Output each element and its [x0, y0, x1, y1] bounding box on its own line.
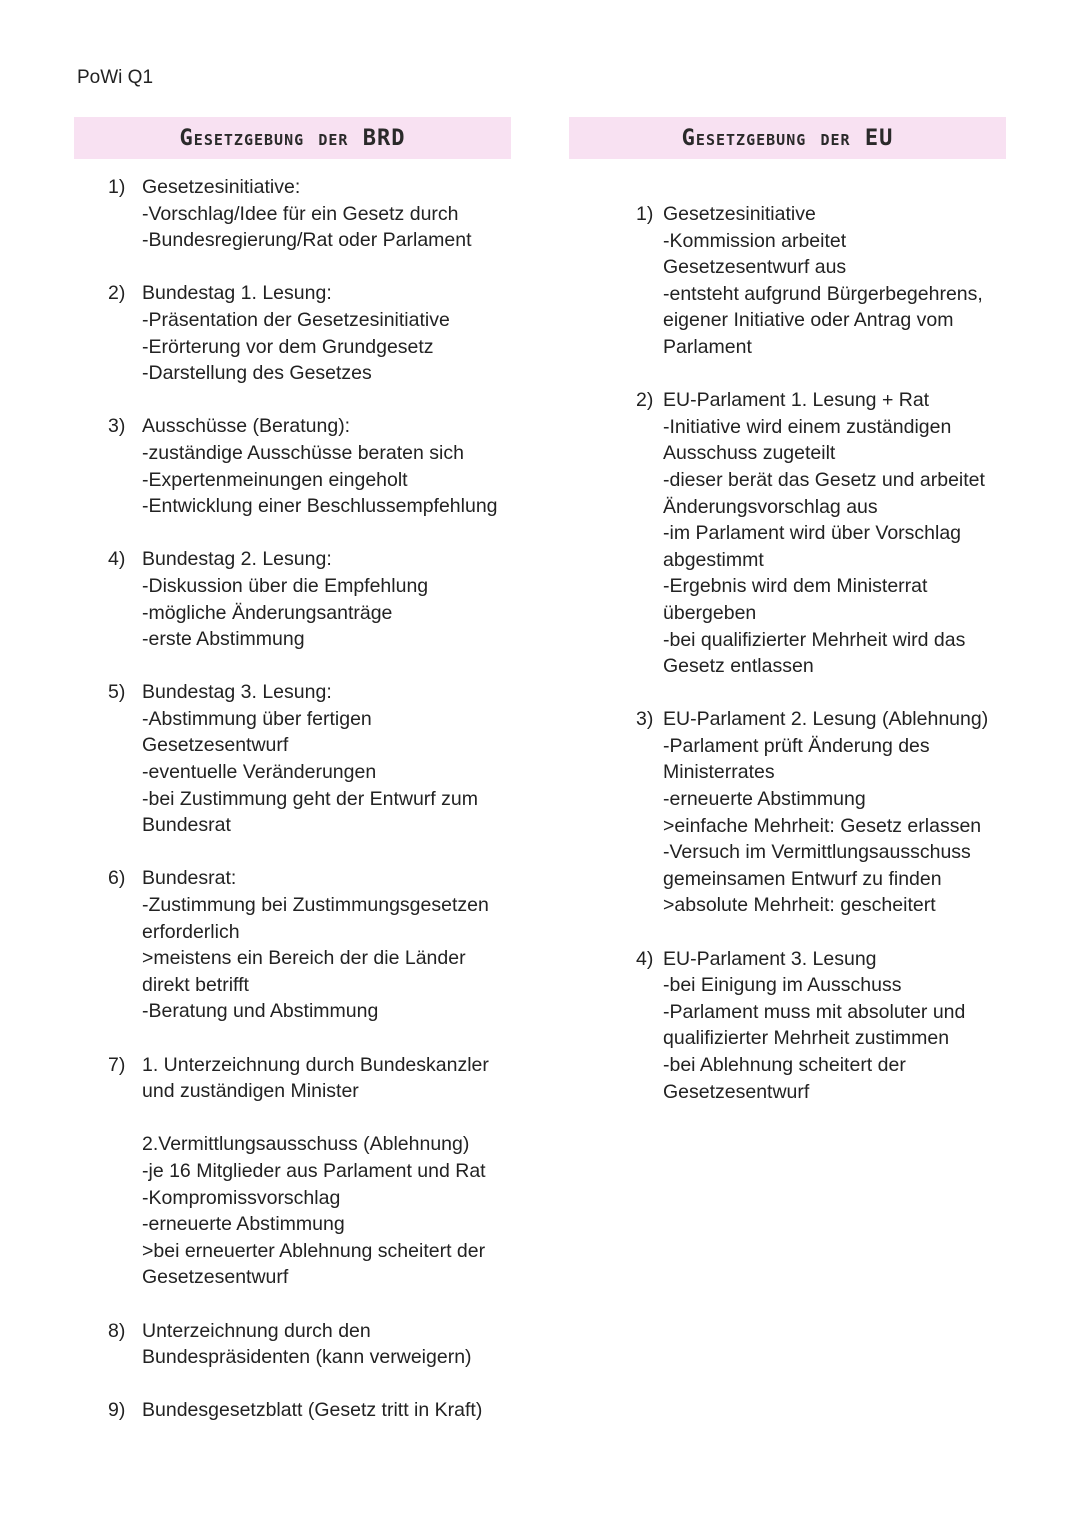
step-line: -zuständige Ausschüsse beraten sich	[142, 441, 464, 464]
step-line: Bundesrat	[142, 814, 231, 837]
brd-step	[108, 1052, 528, 1291]
eu-column-title: Gesetzgebung der EU	[569, 117, 1006, 159]
step-body	[142, 280, 528, 386]
brd-step	[108, 174, 528, 254]
step-body	[142, 174, 528, 254]
step-body	[663, 706, 1016, 919]
step-line: EU-Parlament 3. Lesung	[663, 947, 877, 970]
step-line: -dieser berät das Gesetz und arbeitet	[663, 468, 985, 491]
brd-steps-list	[108, 174, 528, 1451]
eu-step	[636, 387, 1016, 680]
step-line: -Parlament prüft Änderung des	[663, 734, 930, 757]
document-label: PoWi Q1	[77, 67, 154, 88]
eu-step	[636, 706, 1016, 919]
step-line: Unterzeichnung durch den	[142, 1319, 371, 1342]
step-line: -entsteht aufgrund Bürgerbegehrens,	[663, 282, 983, 305]
brd-step	[108, 679, 528, 839]
step-line: -Zustimmung bei Zustimmungsgesetzen	[142, 894, 489, 917]
eu-step	[636, 201, 1016, 361]
step-number: 4)	[108, 548, 126, 571]
step-line: -Ergebnis wird dem Ministerrat	[663, 575, 928, 598]
brd-step	[108, 546, 528, 652]
step-body	[142, 1052, 528, 1291]
step-line: -Bundesregierung/Rat oder Parlament	[142, 229, 472, 252]
step-line: direkt betrifft	[142, 973, 249, 996]
step-line: >bei erneuerter Ablehnung scheitert der	[142, 1239, 486, 1262]
step-line: -bei Einigung im Ausschuss	[663, 974, 902, 997]
step-line: Bundestag 2. Lesung:	[142, 548, 332, 571]
step-number: 6)	[108, 867, 126, 890]
step-number: 1)	[108, 176, 126, 198]
step-number: 2)	[108, 282, 126, 305]
step-body	[663, 946, 1016, 1106]
step-line: Ausschüsse (Beratung):	[142, 415, 351, 438]
step-line: -bei qualifizierter Mehrheit wird das	[663, 628, 966, 651]
brd-step	[108, 1318, 528, 1371]
step-line: -Parlament muss mit absoluter und	[663, 1000, 966, 1023]
step-line: Gesetzesinitiative	[663, 203, 816, 225]
step-line: 2.Vermittlungsausschuss (Ablehnung)	[142, 1133, 470, 1156]
step-line: Gesetzesentwurf	[663, 1080, 810, 1103]
step-body	[142, 679, 528, 839]
step-line: Gesetzesentwurf	[142, 1266, 289, 1289]
step-line: -Expertenmeinungen eingeholt	[142, 468, 408, 491]
step-line: -Erörterung vor dem Grundgesetz	[142, 335, 434, 358]
step-line: Gesetzesentwurf aus	[663, 256, 847, 279]
step-line: -mögliche Änderungsanträge	[142, 601, 393, 624]
step-body	[142, 546, 528, 652]
step-line: >einfache Mehrheit: Gesetz erlassen	[663, 814, 982, 837]
step-line: EU-Parlament 1. Lesung + Rat	[663, 389, 930, 412]
step-line: >meistens ein Bereich der die Länder	[142, 947, 466, 970]
step-number: 8)	[108, 1319, 126, 1342]
step-line: -im Parlament wird über Vorschlag	[663, 522, 962, 545]
step-line: Gesetzesinitiative:	[142, 176, 301, 198]
step-line: übergeben	[663, 601, 757, 624]
step-line: abgestimmt	[663, 548, 764, 571]
step-number: 7)	[108, 1053, 126, 1076]
brd-step	[108, 865, 528, 1025]
step-line: erforderlich	[142, 920, 240, 943]
step-number: 3)	[108, 415, 126, 438]
step-line: Gesetzesentwurf	[142, 734, 289, 757]
step-body	[142, 1318, 528, 1371]
step-line: Bundestag 1. Lesung:	[142, 282, 332, 305]
step-number: 9)	[108, 1399, 126, 1422]
step-body	[663, 201, 1016, 361]
step-line: qualifizierter Mehrheit zustimmen	[663, 1027, 950, 1050]
step-line: eigener Initiative oder Antrag vom	[663, 309, 954, 332]
brd-step	[108, 413, 528, 519]
step-line: Ausschuss zugeteilt	[663, 442, 836, 465]
brd-step	[108, 1397, 528, 1424]
step-number: 3)	[636, 708, 654, 731]
step-body	[142, 1397, 528, 1424]
brd-step	[108, 280, 528, 386]
step-line: -Kompromissvorschlag	[142, 1186, 341, 1209]
step-line: -Entwicklung einer Beschlussempfehlung	[142, 495, 498, 518]
step-line: -Initiative wird einem zuständigen	[663, 415, 952, 438]
step-line: und zuständigen Minister	[142, 1080, 359, 1103]
step-body	[142, 865, 528, 1025]
step-line: -Diskussion über die Empfehlung	[142, 574, 429, 597]
step-line: -Präsentation der Gesetzesinitiative	[142, 308, 450, 331]
step-line: EU-Parlament 2. Lesung (Ablehnung)	[663, 708, 989, 731]
step-line: Gesetz entlassen	[663, 655, 814, 678]
step-line: -Beratung und Abstimmung	[142, 1000, 379, 1023]
step-line: -Kommission arbeitet	[663, 229, 847, 252]
step-line: >absolute Mehrheit: gescheitert	[663, 894, 936, 917]
step-line: Ministerrates	[663, 761, 775, 784]
step-line: -Versuch im Vermittlungsausschuss	[663, 841, 971, 864]
line-gap	[142, 1105, 528, 1132]
step-line: -Abstimmung über fertigen	[142, 707, 372, 730]
step-number: 2)	[636, 389, 654, 412]
step-number: 5)	[108, 681, 126, 704]
step-line: Bundesgesetzblatt (Gesetz tritt in Kraft)	[142, 1399, 483, 1422]
eu-steps-list	[636, 201, 1016, 1132]
step-number: 4)	[636, 947, 654, 970]
step-line: -Vorschlag/Idee für ein Gesetz durch	[142, 202, 459, 225]
step-line: Bundestag 3. Lesung:	[142, 681, 332, 704]
step-line: -erste Abstimmung	[142, 628, 305, 651]
step-line: -Darstellung des Gesetzes	[142, 362, 372, 385]
step-body	[663, 387, 1016, 680]
step-line: -eventuelle Veränderungen	[142, 761, 377, 784]
step-line: -bei Zustimmung geht der Entwurf zum	[142, 787, 478, 810]
step-body	[142, 413, 528, 519]
step-line: Bundesrat:	[142, 867, 237, 890]
step-line: -erneuerte Abstimmung	[663, 788, 866, 811]
step-line: -bei Ablehnung scheitert der	[663, 1054, 906, 1076]
eu-step	[636, 946, 1016, 1106]
brd-column-title: Gesetzgebung der BRD	[74, 117, 511, 159]
step-line: -erneuerte Abstimmung	[142, 1213, 345, 1236]
step-line: -je 16 Mitglieder aus Parlament und Rat	[142, 1159, 486, 1182]
step-line: Bundespräsidenten (kann verweigern)	[142, 1346, 472, 1369]
step-number: 1)	[636, 203, 654, 225]
step-line: 1. Unterzeichnung durch Bundeskanzler	[142, 1053, 489, 1076]
step-line: Änderungsvorschlag aus	[663, 495, 878, 518]
step-line: gemeinsamen Entwurf zu finden	[663, 867, 942, 890]
step-line: Parlament	[663, 335, 752, 358]
